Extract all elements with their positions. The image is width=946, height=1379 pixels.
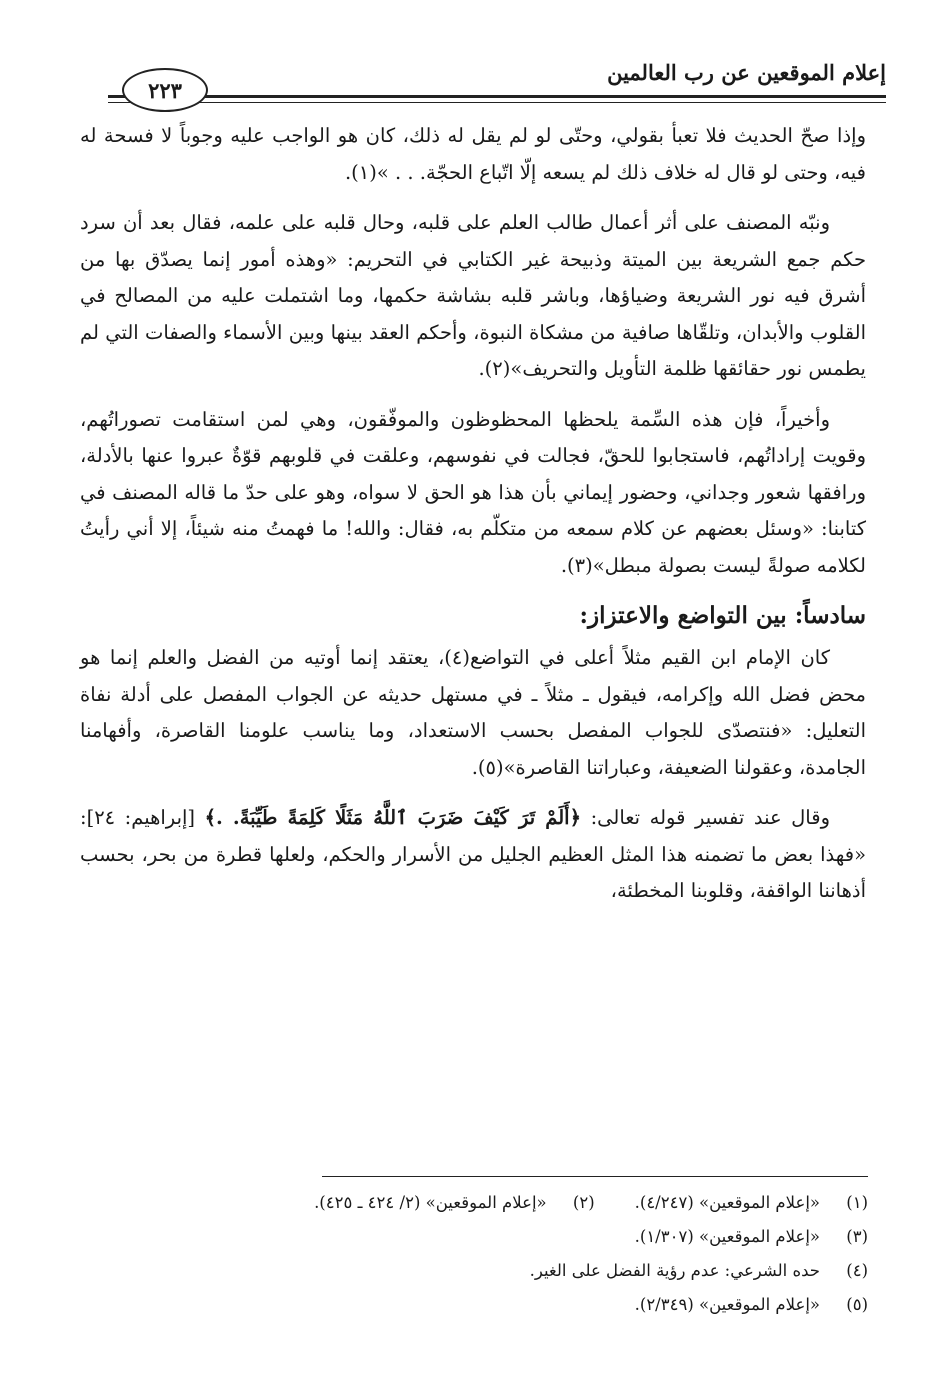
- footnotes: [80, 1186, 868, 1322]
- footnote-text: «إعلام الموقعين» (١/٣٠٧).: [634, 1227, 820, 1246]
- page-number-badge: [122, 68, 208, 112]
- footnote-number: (٤): [846, 1261, 868, 1280]
- footnote-text: «إعلام الموقعين» (٤/٢٤٧).: [634, 1193, 820, 1212]
- footnote-separator: [322, 1176, 868, 1177]
- footnote-row: [80, 1220, 868, 1254]
- paragraph-5-rest: [إبراهيم: ٢٤]: «فهذا بعض ما تضمنه هذا المثل العظيم الجليل من الأسرار والحكم، ولعلها قطرة من بحر، بحسب أذهاننا الواقفة، وقلوبنا المخطئة،: [80, 806, 866, 902]
- paragraph-4: كان الإمام ابن القيم مثلاً أعلى في التواضع(٤)، يعتقد إنما أوتيه من الفضل والعلم إنما هو محض فضل الله وإكرامه، فيقول ـ مثلاً ـ في مستهل حديثه عن الجواب المفصل على أدلة نفاة التعليل: «فنتصدّى للجواب المفصل بحسب الاستعداد، وما يناسب علومنا القاصرة، وأفهامنا الجامدة، وعقولنا الضعيفة، وعباراتنا القاصرة»(٥).: [80, 646, 866, 779]
- footnote-number: (٣): [846, 1227, 868, 1246]
- main-text: [80, 118, 866, 924]
- footnote-text: «إعلام الموقعين» (٢/ ٤٢٤ ـ ٤٢٥).: [314, 1193, 547, 1212]
- paragraph-3: وأخيراً، فإن هذه السِّمة يلحظها المحظوظون والموفّقون، وهي لمن استقامت تصوراتُهم، وقويت إراداتُهم، فاستجابوا للحقّ، فجالت في نفوسهم، وعلقت في قلوبهم قوّةٌ عبروا عنها بالأدلة، ورافقها شعور وجداني، وحضور إيماني بأن هذا هو الحق لا سواه، وهو على حدّ ما قاله المصنف في كتابنا: «وسئل بعضهم عن كلام سمعه من متكلّم به، فقال: والله! ما فهمتُ منه شيئاً، إلا أني رأيتُ لكلامه صولةً ليست بصولة مبطل»(٣).: [80, 407, 866, 577]
- paragraph-1: وإذا صحّ الحديث فلا تعبأ بقولي، وحتّى لو لم يقل له ذلك، كان هو الواجب عليه وجوباً لا فسحة له فيه، وحتى لو قال له خلاف ذلك لم يسعه إلّا اتّباع الحجّة. . . »(١).: [80, 124, 866, 184]
- footnote-number: (١): [846, 1193, 868, 1212]
- header-rule-thin: [108, 102, 886, 103]
- footnote-row: [80, 1186, 868, 1220]
- paragraph-5: [80, 800, 866, 910]
- page-number: ٢٢٣: [148, 77, 182, 103]
- quran-verse: ﴿أَلَمْ تَرَ كَيْفَ ضَرَبَ ٱللَّهُ مَثَلًا كَلِمَةً طَيِّبَةً. .﴾: [204, 806, 582, 829]
- page-header: [108, 40, 886, 110]
- header-rule-thick: [108, 95, 886, 98]
- section-heading: سادساً: بين التواضع والاعتزاز:: [579, 602, 866, 629]
- footnote-number: (٥): [846, 1295, 868, 1314]
- book-title: إعلام الموقعين عن رب العالمين: [607, 60, 886, 85]
- footnote-text: حده الشرعي: عدم رؤية الفضل على الغير.: [529, 1261, 820, 1280]
- footnote-row: [80, 1254, 868, 1288]
- footnote-row: [80, 1288, 868, 1322]
- footnote-text: «إعلام الموقعين» (٢/٣٤٩).: [634, 1295, 820, 1314]
- footnote-number: (٢): [572, 1193, 595, 1212]
- paragraph-2: ونبّه المصنف على أثر أعمال طالب العلم على قلبه، وحال قلبه على علمه، فقال بعد أن سرد حكم جمع الشريعة بين الميتة وذبيحة غير الكتابي في التحريم: «وهذه أمور إنما يصدّق بها من أشرق فيه نور الشريعة وضياؤها، وباشر قلبه بشاشة حكمها، وما اشتملت عليه من المصالح في القلوب والأبدان، وتلقّاها صافية من مشكاة النبوة، وأحكم العقد بينها وبين الأسماء والصفات التي لم يطمس نور حقائقها ظلمة التأويل والتحريف»(٢).: [80, 211, 866, 380]
- paragraph-5-intro: وقال عند تفسير قوله تعالى:: [581, 806, 830, 829]
